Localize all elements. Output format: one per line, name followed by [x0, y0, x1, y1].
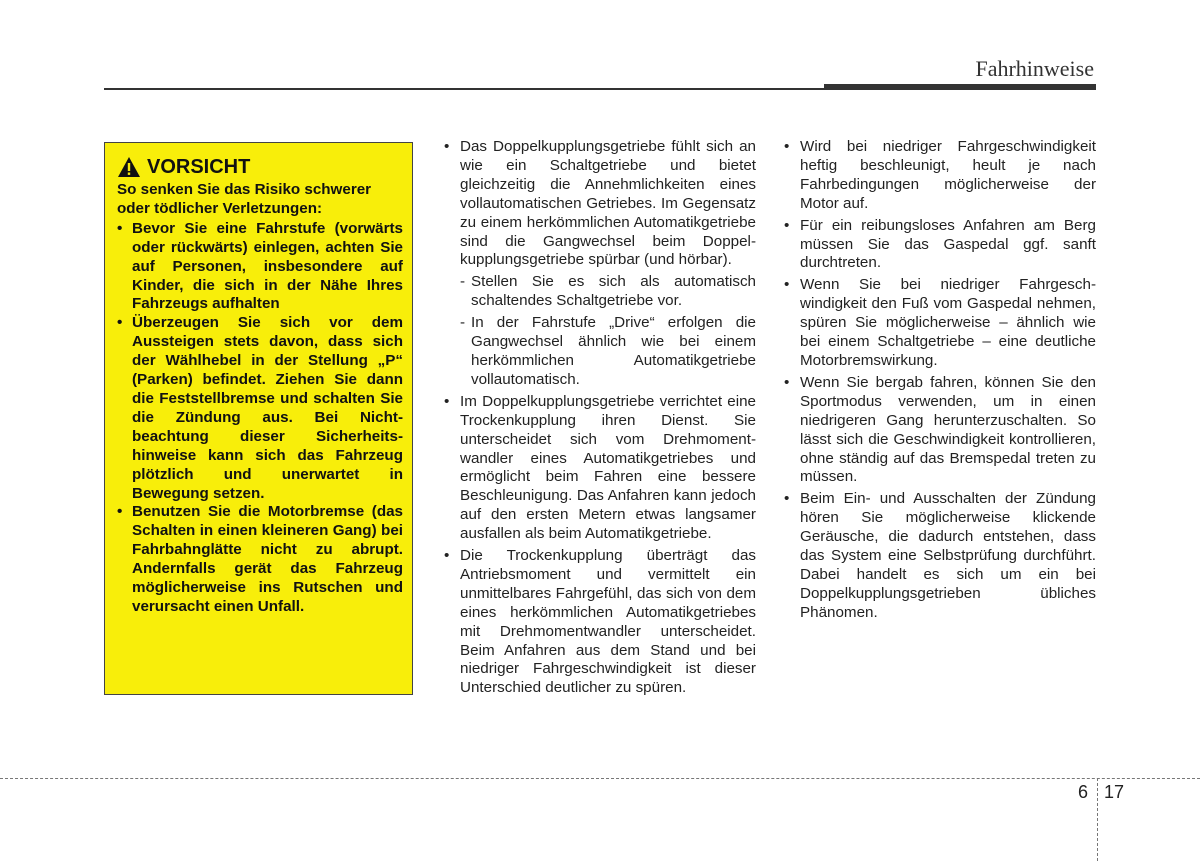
sub-list-item: - Stellen Sie es sich als automatisch schaltendes Schaltgetriebe vor.	[460, 273, 756, 311]
list-item-text: Das Doppelkupplungsgetriebe fühlt sich an wie ein Schaltgetriebe und bietet gleichzeitig die Annehmlichkeiten eines vollautomatischen Getriebes. Im Gegensatz zu einem herkömmlichen Automatikgetriebe sind die Gangwechsel beim Doppelkupplungsgetriebe spürbar (und hörbar).	[460, 138, 756, 269]
middle-bullet-list	[443, 138, 756, 698]
footer-divider	[0, 778, 1200, 779]
sub-list	[460, 273, 756, 389]
caution-title: VORSICHT	[147, 156, 251, 178]
right-bullet-list	[783, 138, 1096, 623]
caution-header	[117, 155, 403, 179]
caution-item: • Überzeugen Sie sich vor dem Aussteigen stets davon, dass sich der Wählhebel in der Stellung „P“ (Parken) befindet. Ziehen Sie dann die Feststellbremse und schalten Sie die Zündung aus. Bei Nichtbeachtung dieser Sicherheitshinweise kann sich das Fahrzeug plötzlich und unerwartet in Bewegung setzen.	[117, 314, 403, 503]
footer-page-divider	[1097, 778, 1098, 861]
sub-list-item: - In der Fahrstufe „Drive“ erfolgen die Gangwechsel ähnlich wie bei einem herkömmlichen Automatikgetriebe vollautomatisch.	[460, 314, 756, 390]
caution-item: • Bevor Sie eine Fahrstufe (vorwärts oder rückwärts) einlegen, achten Sie auf Personen, insbesondere auf Kinder, die sich in der Nähe Ihres Fahrzeugs aufhalten	[117, 220, 403, 315]
caution-intro: So senken Sie das Risiko schwerer oder tödlicher Verletzungen:	[117, 181, 372, 217]
list-item	[443, 138, 756, 390]
page-header-title: Fahrhinweise	[975, 56, 1094, 81]
page-number: 17	[1104, 782, 1125, 802]
list-item: • Wenn Sie bei niedriger Fahrgeschwindigkeit den Fuß vom Gaspedal nehmen, spüren Sie möglicherweise – ähnlich wie bei einem Schaltgetriebe – eine deutliche Motorbremswirkung.	[783, 276, 1096, 371]
warning-triangle-icon	[117, 156, 141, 178]
caution-list	[117, 220, 403, 617]
list-item: • Im Doppelkupplungsgetriebe verrichtet eine Trockenkupplung ihren Dienst. Sie unterscheidet sich vom Drehmomentwandler eines Automatikgetriebes und ermöglicht beim Fahren eine bessere Beschleunigung. Das Anfahren kann jedoch auf den ersten Metern etwas langsamer ausfallen als beim Automatikgetriebe.	[443, 393, 756, 544]
list-item: • Wenn Sie bergab fahren, können Sie den Sportmodus verwenden, um in einen niedrigeren Gang herunterzuschalten. So lässt sich die Geschwindigkeit kontrollieren, ohne ständig auf das Bremspedal treten zu müssen.	[783, 374, 1096, 487]
middle-column	[443, 138, 756, 701]
chapter-number: 6	[1078, 782, 1089, 802]
caution-box	[104, 142, 413, 695]
caution-item: • Benutzen Sie die Motorbremse (das Schalten in einen kleineren Gang) bei Fahrbahnglätte nicht zu abrupt. Andernfalls gerät das Fahrzeug möglicherweise ins Rutschen und verursacht einen Unfall.	[117, 503, 403, 616]
list-item: • Beim Ein- und Ausschalten der Zündung hören Sie möglicherweise klickende Geräusche, die dadurch entstehen, dass das System eine Selbstprüfung durchführt. Dabei handelt es sich um ein bei Doppelkupplungsgetrieben übliches Phänomen.	[783, 490, 1096, 622]
header-rule-accent	[824, 84, 1096, 90]
right-column	[783, 138, 1096, 626]
list-item: • Die Trockenkupplung überträgt das Antriebsmoment und vermittelt ein unmittelbares Fahrgefühl, das sich von dem eines herkömmlichen Automatikgetriebes mit Drehmomentwandler unterscheidet. Beim Anfahren aus dem Stand und bei niedriger Fahrgeschwindigkeit ist dieser Unterschied deutlicher zu spüren.	[443, 547, 756, 698]
list-item: • Wird bei niedriger Fahrgeschwindigkeit heftig beschleunigt, heult je nach Fahrbedingungen möglicherweise der Motor auf.	[783, 138, 1096, 214]
list-item: • Für ein reibungsloses Anfahren am Berg müssen Sie das Gaspedal ggf. sanft durchtreten.	[783, 217, 1096, 274]
